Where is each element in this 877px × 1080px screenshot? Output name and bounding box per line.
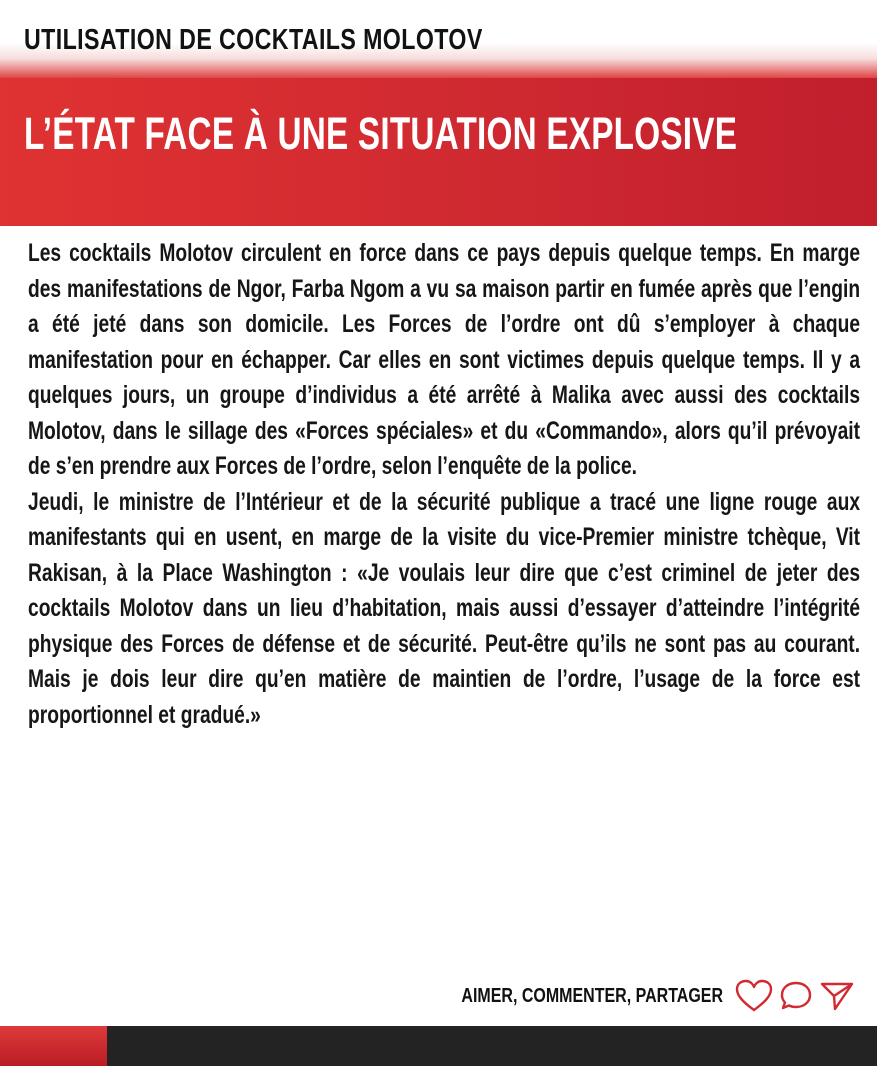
headline-band [0, 78, 877, 226]
article-paragraph-2: Jeudi, le ministre de l’Intérieur et de la sécurité publique a tracé une ligne rouge aux manifestants qui en usent, en marge de la visite du vice-Premier ministre tchèque, Vit Rakisan, à la Place Washington : «Je voulais leur dire que c’est criminel de jeter des cocktails Molotov dans un lieu d’habitation, mais aussi d’essayer d’atteindre l’intégrité physique des Forces de défense et de sécurité. Peut-être qu’ils ne sont pas au courant. Mais je dois leur dire qu’en matière de maintien de l’ordre, l’usage de la force est proportionnel et gradué.» [28, 487, 861, 729]
kicker-band [0, 0, 877, 78]
footer-dark-bar [107, 1026, 877, 1066]
kicker-title: UTILISATION DE COCKTAILS MOLOTOV [24, 24, 483, 56]
social-actions [396, 975, 855, 1017]
headline-title: L’ÉTAT FACE À UNE SITUATION EXPLOSIVE [24, 108, 738, 159]
heart-icon[interactable] [735, 979, 773, 1013]
share-icon[interactable] [819, 980, 855, 1012]
comment-icon[interactable] [779, 980, 813, 1012]
article-paragraph-1: Les cocktails Molotov circulent en force dans ce pays depuis quelque temps. En marge des manifestations de Ngor, Farba Ngom a vu sa maison partir en fumée après que l’engin a été jeté dans son domicile. Les Forces de l’ordre ont dû s’employer à chaque manifestation pour en échapper. Car elles en sont victimes depuis quelque temps. Il y a quelques jours, un groupe d’individus a été arrêté à Malika avec aussi des cocktails Molotov, dans le sillage des «Forces spéciales» et du «Commando», alors qu’il prévoyait de s’en prendre aux Forces de l’ordre, selon l’enquête de la police. [28, 239, 861, 480]
actions-label: AIMER, COMMENTER, PARTAGER [461, 984, 723, 1007]
article-body [28, 236, 860, 733]
footer-accent-bar [0, 1026, 107, 1066]
